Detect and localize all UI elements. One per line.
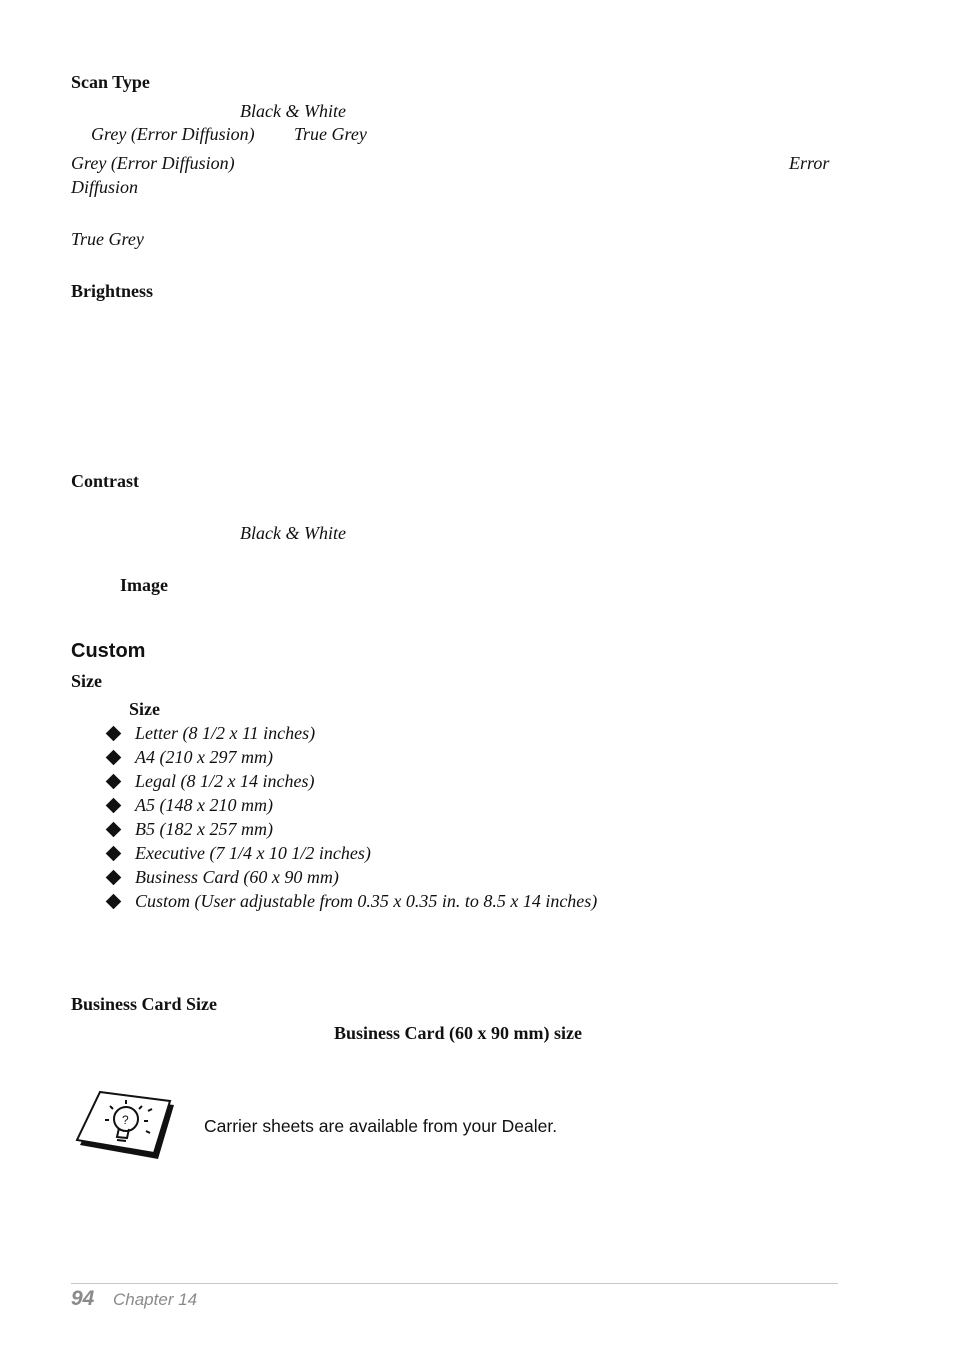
scan-type-true-grey-2: True Grey [71,229,144,249]
size-list [106,722,597,913]
size-option-executive: Executive (7 1/4 x 10 1/2 inches) [135,842,371,863]
size-option-b5: B5 (182 x 257 mm) [135,819,273,839]
page-number: 94 [71,1287,95,1310]
scan-type-true-grey: True Grey [294,124,367,144]
list-item [106,865,597,889]
scan-type-error: Error [789,153,830,173]
bullet-diamond-icon [106,846,122,862]
scan-type-grey-error-diffusion: Grey (Error Diffusion) [91,124,255,144]
business-card-size-heading: Business Card Size [71,994,218,1014]
size-option-legal: Legal (8 1/2 x 14 inches) [135,771,315,792]
list-item [106,818,597,842]
list-item [106,889,597,913]
scan-type-heading: Scan Type [71,72,150,92]
bullet-diamond-icon [106,750,122,766]
scan-type-diffusion: Diffusion [71,177,139,197]
bullet-diamond-icon [106,798,122,814]
bullet-diamond-icon [106,726,122,742]
business-card-size-line: Business Card (60 x 90 mm) size [334,1023,582,1043]
lightbulb-note-icon [74,1089,178,1163]
footer-divider [71,1283,838,1284]
list-item [106,770,597,794]
list-item [106,746,597,770]
size-option-letter: Letter (8 1/2 x 11 inches) [135,723,316,744]
size-option-a5: A5 (148 x 210 mm) [135,795,273,816]
contrast-heading: Contrast [71,471,139,491]
list-item [106,722,597,746]
size-option-business-card: Business Card (60 x 90 mm) [135,866,339,887]
list-item [106,794,597,818]
contrast-image-label: Image [120,575,168,595]
scan-type-black-white: Black & White [240,101,346,121]
bullet-diamond-icon [106,822,122,838]
custom-heading: Custom [71,640,146,662]
scan-type-grey-error-diffusion-2: Grey (Error Diffusion) [71,153,235,173]
tip-text: Carrier sheets are available from your Dealer. [204,1116,558,1136]
size-option-a4: A4 (210 x 297 mm) [135,747,273,768]
size-subheading: Size [129,699,160,719]
svg-text:?: ? [122,1113,129,1127]
size-option-custom: Custom (User adjustable from 0.35 x 0.35 in. to 8.5 x 14 inches) [135,890,598,911]
bullet-diamond-icon [106,774,122,790]
chapter-label: Chapter 14 [113,1290,198,1309]
brightness-heading: Brightness [71,281,154,301]
size-heading: Size [71,671,102,691]
bullet-diamond-icon [106,870,122,886]
list-item [106,841,597,865]
bullet-diamond-icon [106,893,122,909]
contrast-black-white: Black & White [240,523,346,543]
